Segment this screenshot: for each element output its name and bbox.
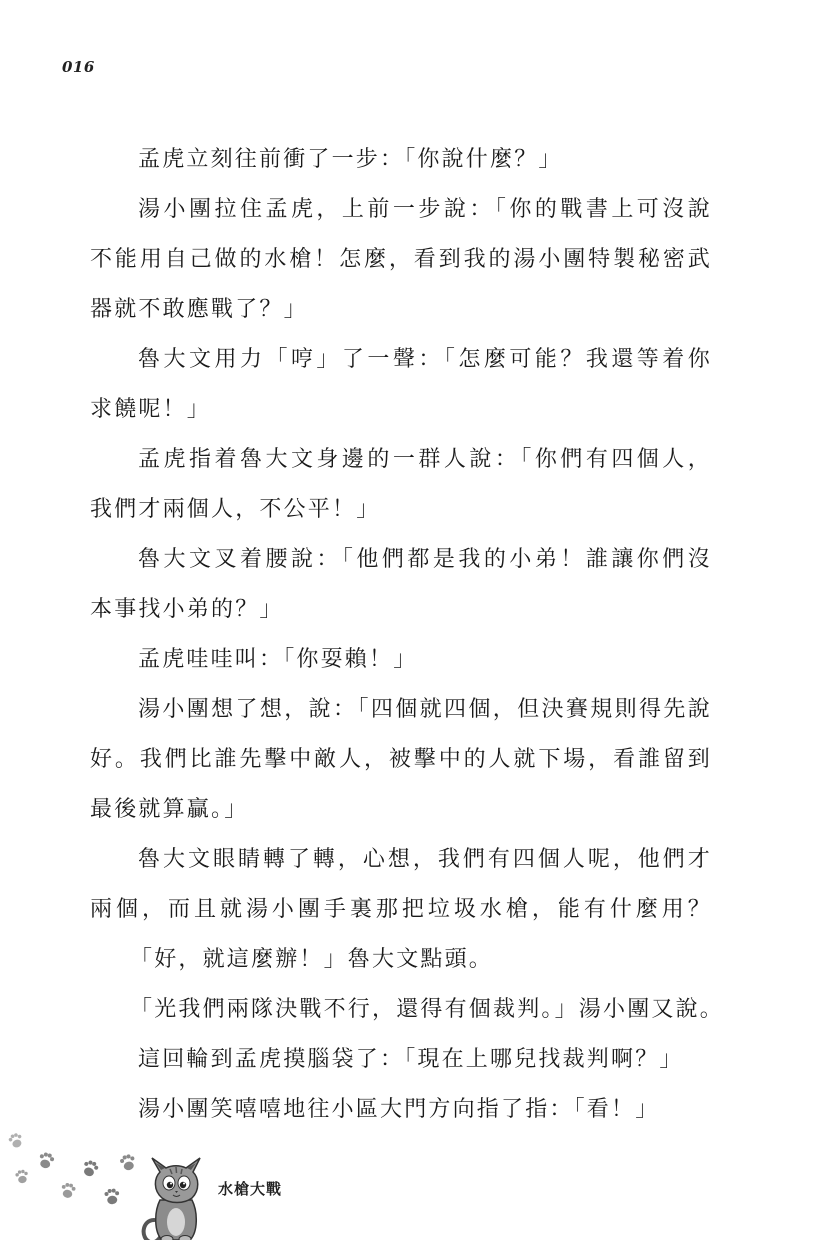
paragraph-line: 器就不敢應戰了？」 (90, 297, 308, 322)
paragraph-line: 這回輪到孟虎摸腦袋了：「現在上哪兒找裁判啊？」 (138, 1047, 684, 1072)
paragraph-line: 最後就算贏。」 (90, 797, 249, 822)
paragraph-line: 求饒呢！」 (90, 397, 212, 422)
pawprint-icon (104, 1188, 120, 1205)
cat-mascot-icon (144, 1158, 200, 1240)
paragraph-line: 湯小團拉住孟虎，上前一步說：「你的戰書上可沒說 (138, 197, 712, 222)
paragraph-line: 孟虎指着魯大文身邊的一群人說：「你們有四個人， (138, 447, 712, 472)
paragraph-line: 「好，就這麼辦！」魯大文點頭。 (130, 947, 494, 972)
text-body (90, 135, 725, 1135)
paragraph-line: 孟虎哇哇叫：「你耍賴！」 (138, 647, 418, 672)
paragraph-line: 我們才兩個人，不公平！」 (90, 497, 381, 522)
paragraph-line: 湯小團想了想，說：「四個就四個，但決賽規則得先說 (138, 697, 712, 722)
paragraph-line: 湯小團笑嘻嘻地往小區大門方向指了指：「看！」 (138, 1097, 660, 1122)
pawprint-icon (60, 1182, 76, 1199)
paragraph-line: 本事找小弟的？」 (90, 597, 284, 622)
book-title: 水槍大戰 (218, 1180, 283, 1198)
paragraph-line: 不能用自己做的水槍！怎麼，看到我的湯小團特製秘密武 (90, 247, 712, 272)
paragraph-line: 魯大文叉着腰說：「他們都是我的小弟！誰讓你們沒 (138, 547, 712, 572)
paragraph-line: 兩個，而且就湯小團手裏那把垃圾水槍，能有什麼用？ (90, 897, 712, 922)
paragraph-line: 魯大文用力「哼」了一聲：「怎麼可能？我還等着你 (138, 347, 712, 372)
pawprint-icon (37, 1151, 55, 1170)
pawprint-icon (15, 1169, 29, 1184)
footer-decoration (0, 1125, 400, 1240)
pawprint-icon (119, 1153, 137, 1172)
paragraph-line: 「光我們兩隊決戰不行，還得有個裁判。」湯小團又說。 (130, 997, 725, 1022)
paragraph-line: 魯大文眼睛轉了轉，心想，我們有四個人呢，他們才 (138, 847, 712, 872)
pawprint-icon (7, 1132, 24, 1150)
paragraph-line: 孟虎立刻往前衝了一步：「你說什麼？」 (138, 147, 563, 172)
page-number: 016 (62, 58, 95, 76)
pawprint-icon (81, 1159, 100, 1178)
paragraph-line: 好。我們比誰先擊中敵人，被擊中的人就下場，看誰留到 (90, 747, 712, 772)
